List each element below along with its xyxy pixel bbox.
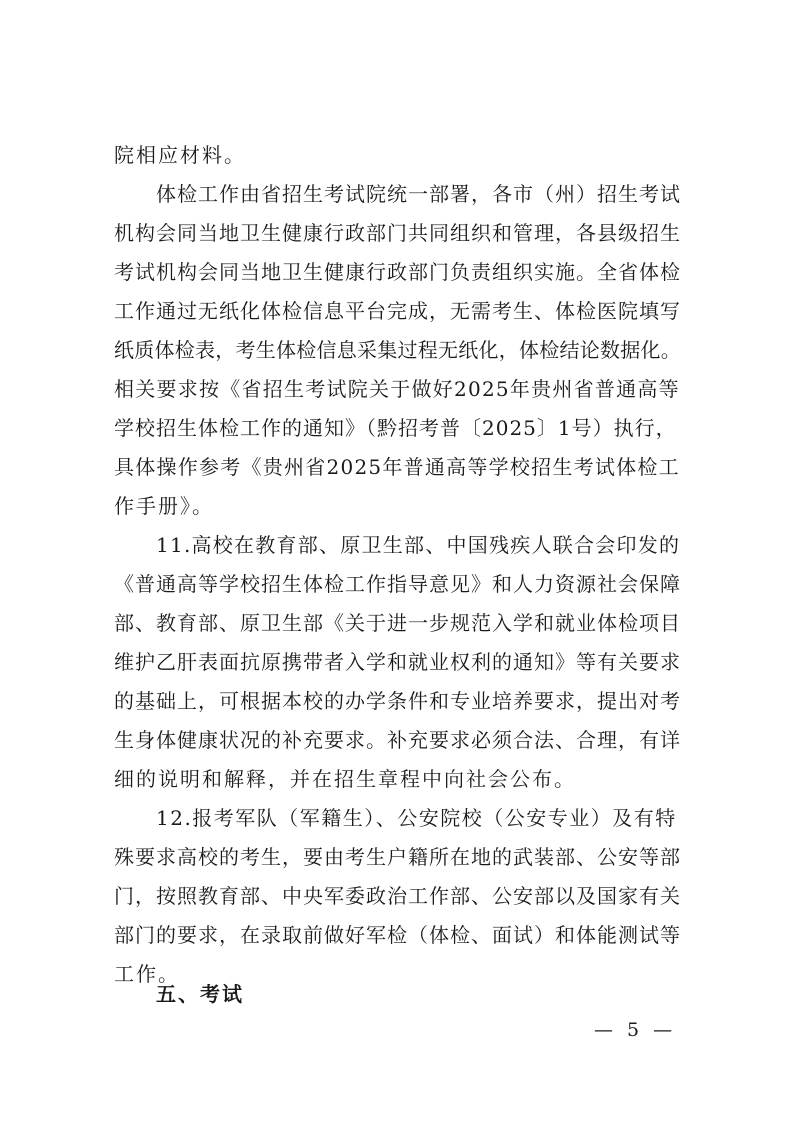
text-line: 的基础上，可根据本校的办学条件和专业培养要求，提出对考 <box>114 689 681 713</box>
section-heading: 五、考试 <box>156 982 244 1006</box>
text-line: 体检工作由省招生考试院统一部署，各市（州）招生考试 <box>156 182 681 206</box>
text-line: 相关要求按《省招生考试院关于做好2025年贵州省普通高等 <box>114 377 680 401</box>
text-line: 生身体健康状况的补充要求。补充要求必须合法、合理，有详 <box>114 728 681 752</box>
text-line: 门，按照教育部、中央军委政治工作部、公安部以及国家有关 <box>114 884 681 908</box>
text-line: 考试机构会同当地卫生健康行政部门负责组织实施。全省体检 <box>114 260 681 284</box>
text-line: 工作。 <box>114 962 180 986</box>
text-line: 工作通过无纸化体检信息平台完成，无需考生、体检医院填写 <box>114 299 681 323</box>
text-line: 部门的要求，在录取前做好军检（体检、面试）和体能测试等 <box>114 923 681 947</box>
text-line: 《普通高等学校招生体检工作指导意见》和人力资源社会保障 <box>114 572 681 596</box>
text-line: 机构会同当地卫生健康行政部门共同组织和管理，各县级招生 <box>114 221 681 245</box>
text-line: 作手册》。 <box>114 494 214 518</box>
text-line: 具体操作参考《贵州省2025年普通高等学校招生考试体检工 <box>114 455 680 479</box>
text-line: 12.报考军队（军籍生）、公安院校（公安专业）及有特 <box>156 806 677 830</box>
text-line: 维护乙肝表面抗原携带者入学和就业权利的通知》等有关要求 <box>114 650 681 674</box>
page-number: — 5 — <box>594 1019 677 1041</box>
text-line: 11.高校在教育部、原卫生部、中国残疾人联合会印发的 <box>156 533 681 557</box>
text-line: 部、教育部、原卫生部《关于进一步规范入学和就业体检项目 <box>114 611 681 635</box>
text-line: 殊要求高校的考生，要由考生户籍所在地的武装部、公安等部 <box>114 845 681 869</box>
text-line: 纸质体检表，考生体检信息采集过程无纸化，体检结论数据化。 <box>114 338 681 362</box>
text-line: 学校招生体检工作的通知》（黔招考普〔2025〕1号）执行， <box>114 416 677 440</box>
text-line: 院相应材料。 <box>114 143 246 167</box>
text-line: 细的说明和解释，并在招生章程中向社会公布。 <box>114 767 576 791</box>
